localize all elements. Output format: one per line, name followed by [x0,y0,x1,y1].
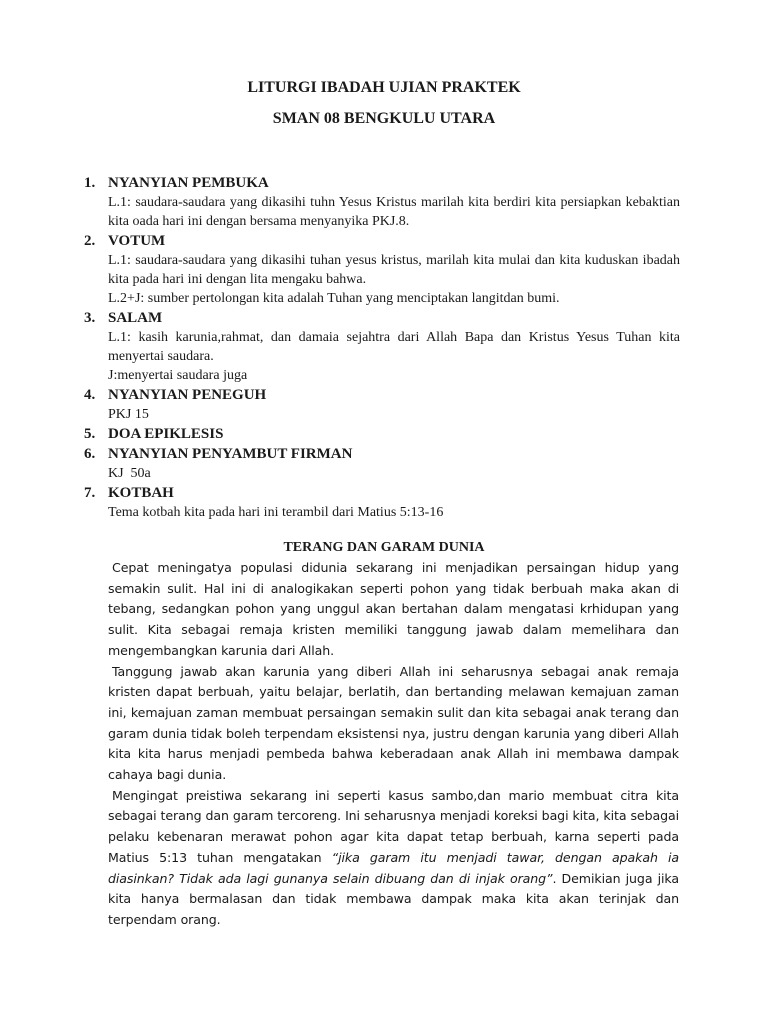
section-title: NYANYIAN PENEGUH [108,387,267,403]
section-heading [84,385,680,405]
section-body [84,405,680,424]
essay-text: Mengingat preistiwa sekarang ini seperti kasus sambo,dan mario membuat citra kita sebagai terang dan garam tercoreng. Ini seharusnya menjadi koreksi bagi kita, kita sebagai pelaku kebenaran merawat pohon agar kita dapat tetap berbuah, karna seperti pada Matius 5:13 tuhan mengatakan [108,787,679,865]
section-number: 1. [84,175,96,191]
section-body [84,464,680,483]
section-title: KOTBAH [108,485,174,501]
section-line: KJ 50a [108,466,151,481]
section-title: DOA EPIKLESIS [108,426,224,442]
section-body [84,503,680,522]
scripture-quote: “jika garam itu menjadi tawar, dengan apakah ia diasinkan? Tidak ada lagi gunanya selain dibuang dan di injak orang” [108,849,679,886]
section-heading [84,308,680,328]
section-line: L.1: kasih karunia,rahmat, dan damaia sejahtra dari Allah Bapa dan Kristus Yesus Tuhan kita menyertai saudara. [108,330,680,364]
section-heading [84,231,680,251]
essay-paragraph: Cepat meningatya populasi didunia sekarang ini menjadikan persaingan hidup yang semakin sulit. Hal ini di analogikakan seperti pohon yang tidak berbuah maka akan di tebang, sedangkan pohon yang unggul akan bertahan dalam mengatasi krhidupan yang sulit. Kita sebagai remaja kristen memiliki tanggung jawab dalam memelihara dan mengembangkan karunia dari Allah. [108,560,679,658]
section-number: 5. [84,426,96,442]
essay-body [108,558,679,931]
essay-text: . Demikian juga jika kita hanya bermalasan dan tidak membawa dampak maka kita akan terinjak dan terpendam orang. [108,870,679,927]
section-line: L.1: saudara-saudara yang dikasihi tuhan yesus kristus, marilah kita mulai dan kita kuduskan ibadah kita pada hari ini dengan lita mengaku bahwa. [108,253,680,287]
liturgy-sections [84,173,680,522]
section-line: PKJ 15 [108,407,149,422]
essay-paragraph [108,786,679,931]
section-title: NYANYIAN PEMBUKA [108,175,269,191]
section-line: L.2+J: sumber pertolongan kita adalah Tuhan yang menciptakan langitdan bumi. [108,291,560,306]
section-line: Tema kotbah kita pada hari ini terambil dari Matius 5:13-16 [108,505,444,520]
section-title: NYANYIAN PENYAMBUT FIRMAN [108,446,353,462]
document-subtitle: SMAN 08 BENGKULU UTARA [272,110,496,127]
section-line: J:menyertai saudara juga [108,368,248,383]
section-number: 6. [84,446,96,462]
section-title: SALAM [108,310,163,326]
section-number: 7. [84,485,96,501]
section-number: 4. [84,387,96,403]
section-number: 3. [84,310,96,326]
section-heading [84,483,680,503]
document-title: LITURGI IBADAH UJIAN PRAKTEK [247,79,521,96]
section-heading [84,173,680,193]
section-title: VOTUM [108,233,166,249]
section-heading [84,444,680,464]
section-body [84,193,680,231]
essay-paragraph: Tanggung jawab akan karunia yang diberi Allah ini seharusnya sebagai anak remaja kristen dapat berbuah, yaitu belajar, berlatih, dan bertanding melawan kemajuan zaman ini, kemajuan zaman membuat persaingan semakin sulit dan kita sebagai anak terang dan garam dunia tidak boleh terpendam eksistensi nya, justru dengan karunia yang diberi Allah kita kita harus menjadi pembeda bahwa keberadaan anak Allah ini membawa dampak cahaya bagi dunia. [108,663,679,783]
section-number: 2. [84,233,96,249]
essay-title: TERANG DAN GARAM DUNIA [283,540,485,555]
section-line: L.1: saudara-saudara yang dikasihi tuhn Yesus Kristus marilah kita berdiri kita persiapkan kebaktian kita oada hari ini dengan bersama menyanyika PKJ.8. [108,195,680,229]
section-body [84,328,680,385]
section-heading [84,424,680,444]
section-body [84,251,680,308]
